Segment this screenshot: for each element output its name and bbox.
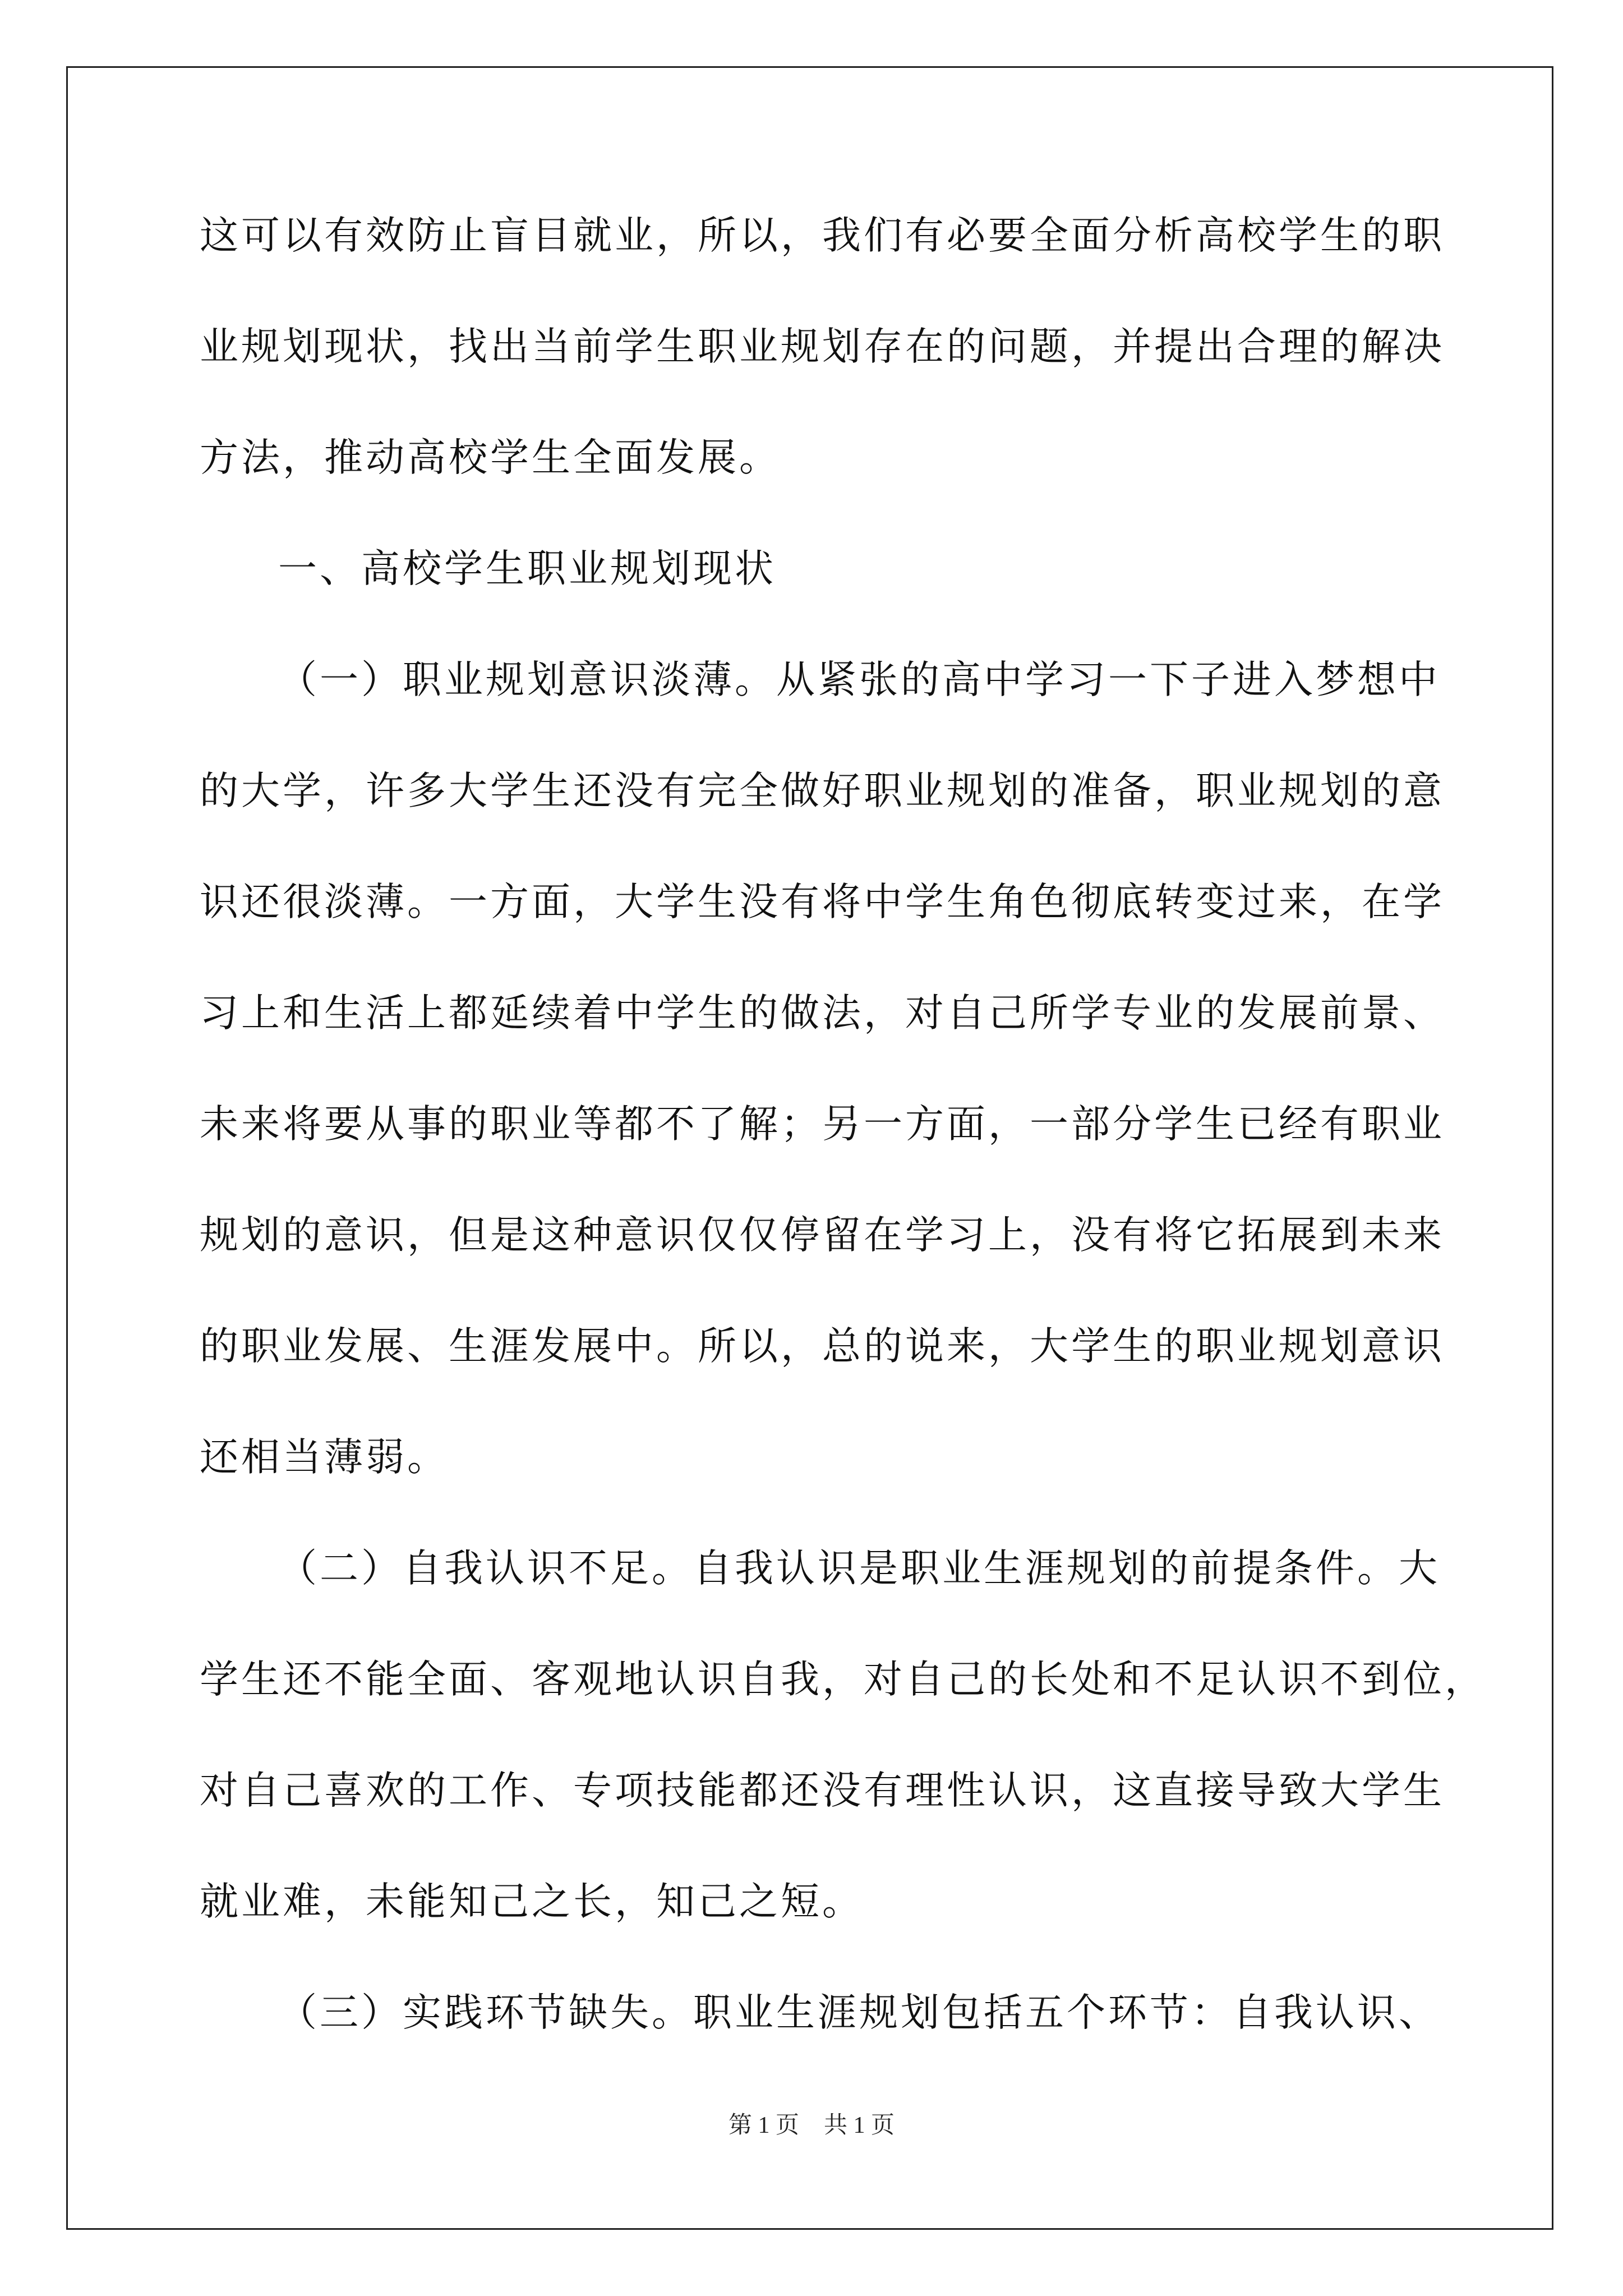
text-line: 业规划现状，找出当前学生职业规划存在的问题，并提出合理的解决 [200, 324, 1445, 369]
text-line: 方法，推动高校学生全面发展。 [200, 435, 781, 480]
text-line: 学生还不能全面、客观地认识自我，对自己的长处和不足认识不到位， [200, 1657, 1486, 1702]
text-line: 对自己喜欢的工作、专项技能都还没有理性认识，这直接导致大学生 [200, 1768, 1445, 1813]
text-line: 规划的意识，但是这种意识仅仅停留在学习上，没有将它拓展到未来 [200, 1213, 1445, 1258]
page-footer [0, 2106, 1623, 2140]
text-line: 还相当薄弱。 [200, 1435, 449, 1480]
page-number-current: 第 1 页 [728, 2113, 799, 2138]
text-line: （一）职业规划意识淡薄。从紧张的高中学习一下子进入梦想中 [278, 657, 1440, 702]
text-line: 的大学，许多大学生还没有完全做好职业规划的准备，职业规划的意 [200, 769, 1445, 813]
text-line: 这可以有效防止盲目就业，所以，我们有必要全面分析高校学生的职 [200, 213, 1445, 258]
text-line: 识还很淡薄。一方面，大学生没有将中学生角色彻底转变过来，在学 [200, 880, 1445, 924]
text-line: 习上和生活上都延续着中学生的做法，对自己所学专业的发展前景、 [200, 991, 1445, 1036]
page-number-total: 共 1 页 [824, 2113, 895, 2138]
text-line: 未来将要从事的职业等都不了解；另一方面，一部分学生已经有职业 [200, 1102, 1445, 1147]
text-line: 的职业发展、生涯发展中。所以，总的说来，大学生的职业规划意识 [200, 1324, 1445, 1369]
text-line: 就业难，未能知己之长，知己之短。 [200, 1879, 864, 1924]
section-heading: 一、高校学生职业规划现状 [278, 546, 776, 591]
text-line: （三）实践环节缺失。职业生涯规划包括五个环节：自我认识、 [278, 1990, 1440, 2035]
text-line: （二）自我认识不足。自我认识是职业生涯规划的前提条件。大 [278, 1546, 1440, 1591]
